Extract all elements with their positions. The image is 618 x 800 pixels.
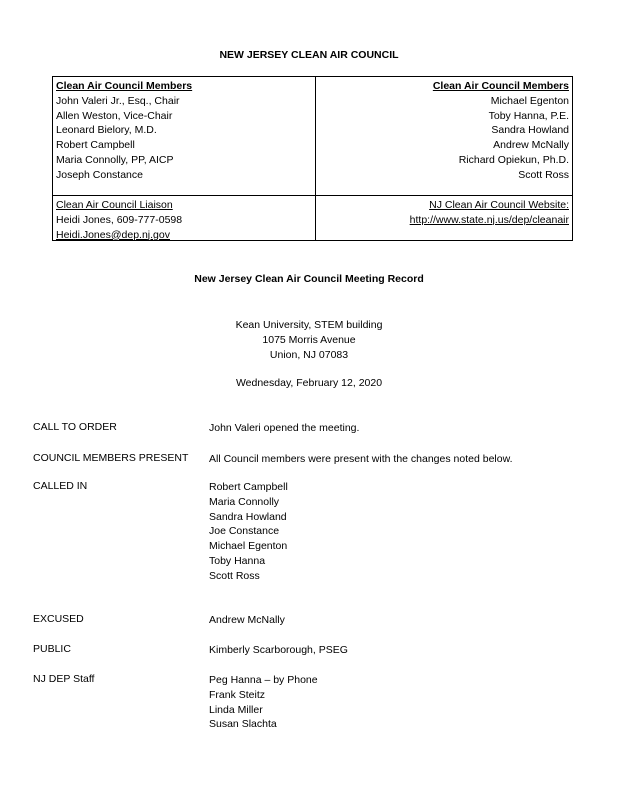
called-in-name: Sandra Howland <box>209 510 287 523</box>
member-name: Richard Opiekun, Ph.D. <box>458 153 569 166</box>
liaison-heading: Clean Air Council Liaison <box>56 199 173 211</box>
staff-name: Frank Steitz <box>209 688 266 701</box>
staff-name: Susan Slachta <box>209 718 277 731</box>
staff-name: Linda Miller <box>209 703 263 716</box>
called-in-name: Maria Connolly <box>209 495 280 508</box>
called-in-name: Scott Ross <box>209 569 260 582</box>
member-name: Leonard Bielory, M.D. <box>56 124 157 137</box>
called-in-name: Joe Constance <box>209 525 280 538</box>
member-name: Allen Weston, Vice-Chair <box>56 109 173 122</box>
call-to-order-value: John Valeri opened the meeting. <box>209 422 360 434</box>
member-name: Maria Connolly, PP, AICP <box>56 153 174 166</box>
council-info-table <box>52 76 573 241</box>
members-present-label: COUNCIL MEMBERS PRESENT <box>33 452 189 464</box>
called-in-label: CALLED IN <box>33 480 88 492</box>
called-in-list <box>209 480 288 584</box>
left-members-heading: Clean Air Council Members <box>56 80 193 92</box>
called-in-name: Robert Campbell <box>209 481 288 493</box>
excused-label: EXCUSED <box>33 613 84 625</box>
right-members-heading: Clean Air Council Members <box>432 80 569 92</box>
table-vertical-divider <box>315 77 316 240</box>
member-name: John Valeri Jr., Esq., Chair <box>56 94 180 107</box>
left-members-cell <box>56 79 192 183</box>
member-name: Joseph Constance <box>56 168 143 181</box>
called-in-name: Toby Hanna <box>209 554 266 567</box>
excused-value: Andrew McNally <box>209 614 285 626</box>
member-name: Michael Egenton <box>490 94 569 107</box>
public-value: Kimberly Scarborough, PSEG <box>209 644 348 656</box>
staff-label: NJ DEP Staff <box>33 673 95 685</box>
member-name: Toby Hanna, P.E. <box>488 109 569 122</box>
location-line: Kean University, STEM building <box>235 319 383 331</box>
public-label: PUBLIC <box>33 643 71 655</box>
liaison-cell <box>56 198 182 242</box>
member-name: Scott Ross <box>518 168 569 181</box>
member-name: Robert Campbell <box>56 139 135 152</box>
member-name: Sandra Howland <box>491 124 569 137</box>
meeting-record-title: New Jersey Clean Air Council Meeting Record <box>194 273 424 285</box>
right-members-cell <box>433 79 569 183</box>
meeting-location <box>0 318 618 362</box>
website-cell <box>410 198 569 228</box>
call-to-order-label: CALL TO ORDER <box>33 421 117 433</box>
member-name: Andrew McNally <box>493 139 569 152</box>
called-in-name: Michael Egenton <box>209 540 288 553</box>
staff-name: Peg Hanna – by Phone <box>209 674 318 686</box>
members-present-value: All Council members were present with the changes noted below. <box>209 453 513 465</box>
table-horizontal-divider <box>53 195 572 196</box>
meeting-date: Wednesday, February 12, 2020 <box>235 377 383 389</box>
liaison-email-link[interactable]: Heidi.Jones@dep.nj.gov <box>56 228 170 241</box>
location-line: 1075 Morris Avenue <box>262 333 356 346</box>
location-line: Union, NJ 07083 <box>269 348 349 361</box>
website-link[interactable]: http://www.state.nj.us/dep/cleanair <box>409 213 569 226</box>
staff-list <box>209 673 318 732</box>
liaison-name: Heidi Jones, 609-777-0598 <box>56 213 183 226</box>
website-heading: NJ Clean Air Council Website: <box>429 199 569 211</box>
document-title: NEW JERSEY CLEAN AIR COUNCIL <box>219 49 399 61</box>
